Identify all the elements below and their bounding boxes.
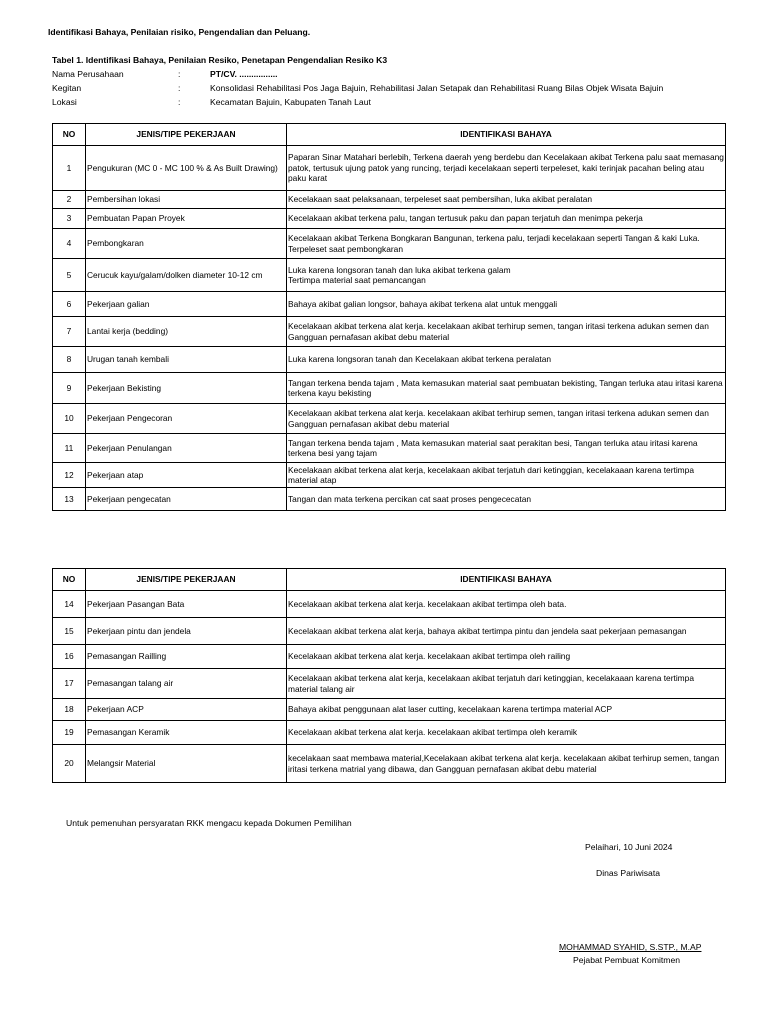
cell-jenis: Pekerjaan Pengecoran	[86, 404, 287, 434]
cell-jenis: Pekerjaan Penulangan	[86, 434, 287, 463]
cell-no: 20	[53, 745, 86, 783]
cell-no: 15	[53, 618, 86, 645]
cell-bahaya: Bahaya akibat penggunaan alat laser cutting, kecelakaan karena tertimpa material ACP	[287, 699, 726, 721]
cell-no: 14	[53, 591, 86, 618]
table-row	[53, 618, 726, 645]
cell-bahaya: Kecelakaan akibat Terkena Bongkaran Bangunan, terkena palu, terjadi kecelakaan seperti Tangan & kaki Luka. Terpeleset saat pembongkaran	[287, 229, 726, 259]
table-row	[53, 721, 726, 745]
info-colon: :	[178, 83, 181, 93]
table-body	[53, 591, 726, 783]
cell-no: 7	[53, 317, 86, 347]
table-row	[53, 292, 726, 317]
cell-bahaya: Kecelakaan akibat terkena alat kerja. kecelakaan akibat tertimpa oleh railing	[287, 645, 726, 669]
table-row	[53, 191, 726, 209]
table-row	[53, 669, 726, 699]
table-row	[53, 317, 726, 347]
header-bahaya: IDENTIFIKASI BAHAYA	[287, 569, 726, 591]
table-row	[53, 645, 726, 669]
header-no: NO	[53, 569, 86, 591]
table-row	[53, 229, 726, 259]
table-row	[53, 699, 726, 721]
cell-jenis: Pemasangan Railling	[86, 645, 287, 669]
cell-no: 16	[53, 645, 86, 669]
cell-no: 10	[53, 404, 86, 434]
table-row	[53, 373, 726, 404]
table-row	[53, 434, 726, 463]
cell-bahaya: Kecelakaan akibat terkena alat kerja. kecelakaan akibat tertimpa oleh keramik	[287, 721, 726, 745]
table-body	[53, 146, 726, 511]
header-jenis: JENIS/TIPE PEKERJAAN	[86, 569, 287, 591]
place-date: Pelaihari, 10 Juni 2024	[585, 842, 673, 852]
cell-no: 12	[53, 463, 86, 488]
cell-no: 13	[53, 488, 86, 511]
cell-bahaya: Paparan Sinar Matahari berlebih, Terkena daerah yeng berdebu dan Kecelakaan akibat Terkena palu saat memasang patok, tertusuk ujung patok yang runcing, terjadi kecelakaan seperti terpeleset, kaki terinjak pacahan beling atau paku karat	[287, 146, 726, 191]
cell-bahaya: Kecelakaan akibat terkena alat kerja. kecelakaan akibat terhirup semen, tangan iritasi terkena adukan semen dan Gangguan pernafasan akibat debu material	[287, 404, 726, 434]
table-row	[53, 209, 726, 229]
document-heading: Identifikasi Bahaya, Penilaian risiko, Pengendalian dan Peluang.	[48, 27, 311, 37]
info-label: Kegitan	[52, 83, 82, 93]
cell-jenis: Pemasangan Keramik	[86, 721, 287, 745]
signer-title: Pejabat Pembuat Komitmen	[573, 955, 681, 965]
cell-bahaya: Luka karena longsoran tanah dan Kecelakaan akibat terkena peralatan	[287, 347, 726, 373]
cell-no: 5	[53, 259, 86, 292]
table-row	[53, 259, 726, 292]
cell-no: 2	[53, 191, 86, 209]
cell-bahaya: kecelakaan saat membawa material,Kecelakaan akibat terkena alat kerja. kecelakaan akibat terhirup semen, tangan iritasi terkena matrial yang dibawa, dan Gangguan pernafasan akibat debu material	[287, 745, 726, 783]
cell-no: 1	[53, 146, 86, 191]
info-value: Konsolidasi Rehabilitasi Pos Jaga Bajuin, Rehabilitasi Jalan Setapak dan Rehabilitasi Ruang Bilas Objek Wisata Bajuin	[210, 83, 664, 93]
cell-bahaya: Bahaya akibat galian longsor, bahaya akibat terkena alat untuk menggali	[287, 292, 726, 317]
info-label: Lokasi	[52, 97, 77, 107]
cell-bahaya: Kecelakaan akibat terkena alat kerja, kecelakaan akibat terjatuh dari ketinggian, kecelakaaan karena tertimpa material talang air	[287, 669, 726, 699]
cell-bahaya: Kecelakaan saat pelaksanaan, terpeleset saat pembersihan, luka akibat peralatan	[287, 191, 726, 209]
header-jenis: JENIS/TIPE PEKERJAAN	[86, 124, 287, 146]
table-header-row	[53, 569, 726, 591]
cell-jenis: Pengukuran (MC 0 - MC 100 % & As Built Drawing)	[86, 146, 287, 191]
cell-jenis: Pekerjaan Bekisting	[86, 373, 287, 404]
cell-jenis: Pemasangan talang air	[86, 669, 287, 699]
cell-bahaya: Kecelakaan akibat terkena alat kerja. kecelakaan akibat tertimpa oleh bata.	[287, 591, 726, 618]
cell-bahaya: Kecelakaan akibat terkena alat kerja, kecelakaan akibat terjatuh dari ketinggian, kecelakaaan karena tertimpa material atap	[287, 463, 726, 488]
info-colon: :	[178, 97, 181, 107]
cell-jenis: Pekerjaan Pasangan Bata	[86, 591, 287, 618]
cell-no: 11	[53, 434, 86, 463]
cell-no: 3	[53, 209, 86, 229]
cell-jenis: Pembongkaran	[86, 229, 287, 259]
cell-no: 4	[53, 229, 86, 259]
cell-bahaya: Kecelakaan akibat terkena palu, tangan tertusuk paku dan papan terjatuh dan menimpa pekerja	[287, 209, 726, 229]
header-bahaya: IDENTIFIKASI BAHAYA	[287, 124, 726, 146]
cell-jenis: Pembersihan lokasi	[86, 191, 287, 209]
info-value: Kecamatan Bajuin, Kabupaten Tanah Laut	[210, 97, 371, 107]
table-row	[53, 347, 726, 373]
table-row	[53, 463, 726, 488]
cell-jenis: Urugan tanah kembali	[86, 347, 287, 373]
note-text: Untuk pemenuhan persyaratan RKK mengacu kepada Dokumen Pemilihan	[66, 818, 352, 828]
table-row	[53, 146, 726, 191]
cell-jenis: Pekerjaan galian	[86, 292, 287, 317]
office-name: Dinas Pariwisata	[596, 868, 660, 878]
cell-bahaya: Tangan dan mata terkena percikan cat saat proses pengececatan	[287, 488, 726, 511]
table-row	[53, 488, 726, 511]
cell-bahaya: Kecelakaan akibat terkena alat kerja. kecelakaan akibat terhirup semen, tangan iritasi terkena adukan semen dan Gangguan pernafasan akibat debu material	[287, 317, 726, 347]
table-row	[53, 591, 726, 618]
table-row	[53, 404, 726, 434]
table-header-row	[53, 124, 726, 146]
hazard-table-2	[52, 568, 726, 783]
cell-bahaya: Tangan terkena benda tajam , Mata kemasukan material saat perakitan besi, Tangan terluka atau iritasi karena terkena besi yang tajam	[287, 434, 726, 463]
cell-jenis: Pembuatan Papan Proyek	[86, 209, 287, 229]
info-value: PT/CV. ................	[210, 69, 278, 79]
cell-no: 17	[53, 669, 86, 699]
info-label: Nama Perusahaan	[52, 69, 124, 79]
signer-name: MOHAMMAD SYAHID, S.STP., M.AP	[559, 942, 702, 952]
cell-no: 18	[53, 699, 86, 721]
cell-no: 19	[53, 721, 86, 745]
cell-no: 9	[53, 373, 86, 404]
cell-jenis: Pekerjaan pengecatan	[86, 488, 287, 511]
table-row	[53, 745, 726, 783]
cell-jenis: Pekerjaan ACP	[86, 699, 287, 721]
header-no: NO	[53, 124, 86, 146]
cell-no: 8	[53, 347, 86, 373]
info-colon: :	[178, 69, 181, 79]
cell-jenis: Cerucuk kayu/galam/dolken diameter 10-12 cm	[86, 259, 287, 292]
cell-jenis: Melangsir Material	[86, 745, 287, 783]
cell-jenis: Pekerjaan atap	[86, 463, 287, 488]
cell-bahaya: Tangan terkena benda tajam , Mata kemasukan material saat pembuatan bekisting, Tangan terluka atau iritasi karena terkena kayu bekisting	[287, 373, 726, 404]
cell-jenis: Pekerjaan pintu dan jendela	[86, 618, 287, 645]
cell-no: 6	[53, 292, 86, 317]
table-title: Tabel 1. Identifikasi Bahaya, Penilaian Resiko, Penetapan Pengendalian Resiko K3	[52, 55, 388, 65]
cell-bahaya: Kecelakaan akibat terkena alat kerja, bahaya akibat tertimpa pintu dan jendela saat pekerjaan pemasangan	[287, 618, 726, 645]
cell-bahaya: Luka karena longsoran tanah dan luka akibat terkena galam Tertimpa material saat pemancangan	[287, 259, 726, 292]
cell-jenis: Lantai kerja (bedding)	[86, 317, 287, 347]
hazard-table-1	[52, 123, 726, 511]
